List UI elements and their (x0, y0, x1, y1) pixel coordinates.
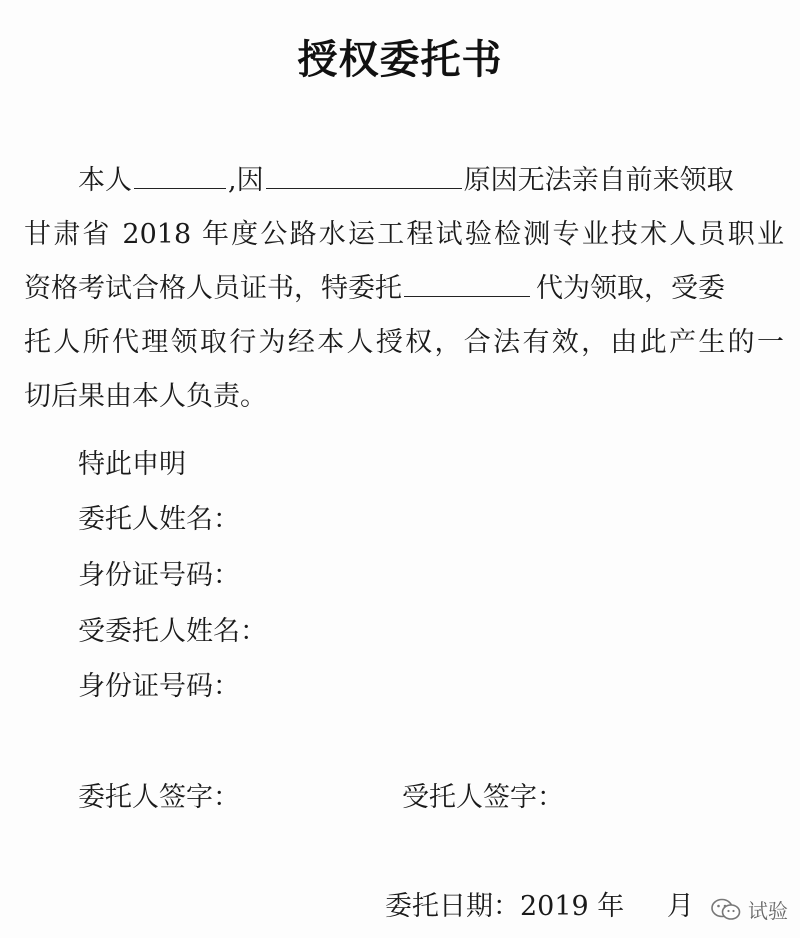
agent-name-label: 受委托人姓名： (78, 616, 267, 647)
watermark-text: 试验 (748, 899, 788, 923)
text-segment: ,因 (228, 165, 264, 196)
principal-id-label: 身份证号码： (78, 560, 240, 591)
text-segment: 本人 (78, 165, 132, 196)
reason-blank (266, 158, 462, 189)
wechat-icon (710, 897, 742, 923)
text-segment: 原因无法亲自前来领取 (463, 165, 734, 196)
authorization-date (385, 884, 694, 923)
text-segment: 代为领取，受委 (536, 273, 725, 304)
date-label: 委托日期： (385, 891, 520, 922)
paragraph-line-1 (24, 154, 784, 208)
principal-name-blank (134, 158, 226, 189)
date-year: 2019 年 (520, 891, 625, 922)
declaration: 特此申明 (78, 449, 186, 480)
agent-name-blank (404, 266, 530, 297)
text-segment: 资格考试合格人员证书，特委托 (24, 273, 402, 304)
agent-id-label: 身份证号码： (78, 671, 240, 702)
principal-name-label: 委托人姓名： (78, 504, 240, 535)
paragraph-line-2: 甘肃省 2018 年度公路水运工程试验检测专业技术人员职业 (24, 219, 784, 250)
date-month: 月 (666, 891, 694, 922)
principal-signature-label: 委托人签字： (78, 782, 240, 813)
paragraph-line-5: 切后果由本人负责。 (24, 381, 267, 412)
paragraph-line-4: 托人所代理领取行为经本人授权，合法有效，由此产生的一 (24, 327, 784, 358)
agent-signature-label: 受托人签字： (402, 782, 564, 813)
authorization-paragraph (24, 154, 784, 424)
wechat-watermark (710, 895, 788, 924)
document-title: 授权委托书 (297, 37, 503, 83)
paragraph-line-3 (24, 262, 784, 316)
